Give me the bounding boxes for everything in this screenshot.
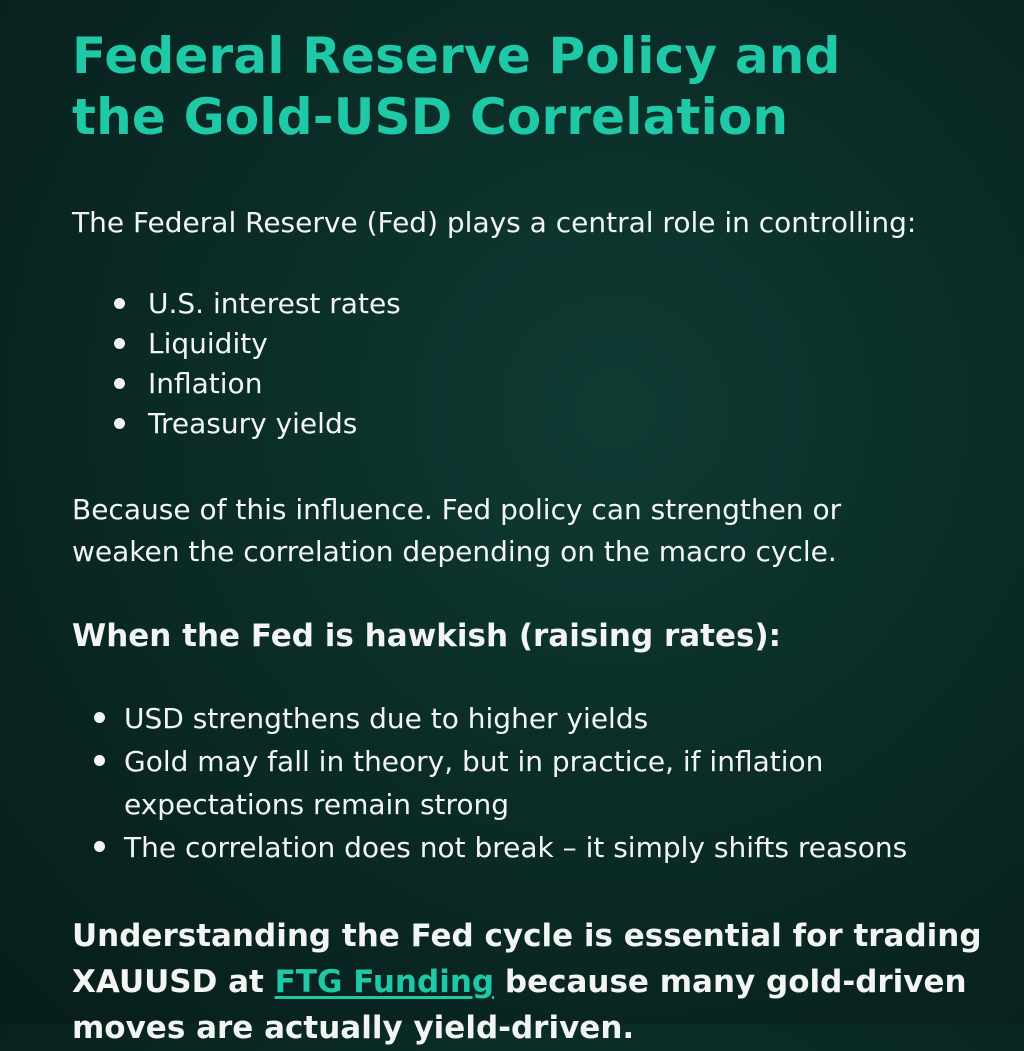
bullet-icon <box>94 712 105 723</box>
list-item-text: USD strengthens due to higher yields <box>124 702 649 735</box>
list-item-text: Treasury yields <box>148 407 358 440</box>
list-item-text: U.S. interest rates <box>148 287 401 320</box>
paragraph-line-1: Because of this influence. Fed policy can strengthen or <box>72 493 842 526</box>
list-item-text: The correlation does not break – it simply shifts reasons <box>124 831 908 864</box>
page-title <box>72 26 972 148</box>
influence-paragraph <box>72 489 972 573</box>
list-item <box>114 284 972 324</box>
article <box>72 26 982 1051</box>
list-item <box>114 324 972 364</box>
list-item <box>94 826 972 869</box>
list-item <box>94 740 972 826</box>
conclusion-line-3: moves are actually yield-driven. <box>72 1010 635 1046</box>
list-item-text-line-1: Gold may fall in theory, but in practice, if inflation <box>124 745 824 778</box>
conclusion-text-after-link: because many gold-driven <box>494 964 967 1000</box>
hawkish-points-list <box>72 697 972 869</box>
list-item-text: Inflation <box>148 367 263 400</box>
fed-controls-list <box>72 284 972 444</box>
conclusion-paragraph <box>72 913 982 1051</box>
title-line-2: the Gold-USD Correlation <box>72 88 789 146</box>
conclusion-text-before-link: XAUUSD at <box>72 964 275 1000</box>
intro-text: The Federal Reserve (Fed) plays a central role in controlling: <box>72 206 917 239</box>
paragraph-line-2: weaken the correlation depending on the macro cycle. <box>72 535 837 568</box>
bullet-icon <box>94 755 105 766</box>
bullet-icon <box>114 338 125 349</box>
list-item-text: Liquidity <box>148 327 268 360</box>
list-item <box>94 697 972 740</box>
title-line-1: Federal Reserve Policy and <box>72 27 841 85</box>
ftg-funding-link[interactable]: FTG Funding <box>274 964 495 1000</box>
list-item <box>114 364 972 404</box>
conclusion-line-1: Understanding the Fed cycle is essential for trading <box>72 918 982 954</box>
list-item <box>114 404 972 444</box>
bullet-icon <box>114 378 125 389</box>
bullet-icon <box>114 298 125 309</box>
list-item-text-line-2: expectations remain strong <box>124 788 510 821</box>
conclusion-line-2 <box>72 959 972 1005</box>
bullet-icon <box>94 841 105 852</box>
hawkish-heading: When the Fed is hawkish (raising rates): <box>72 618 782 654</box>
bullet-icon <box>114 418 125 429</box>
